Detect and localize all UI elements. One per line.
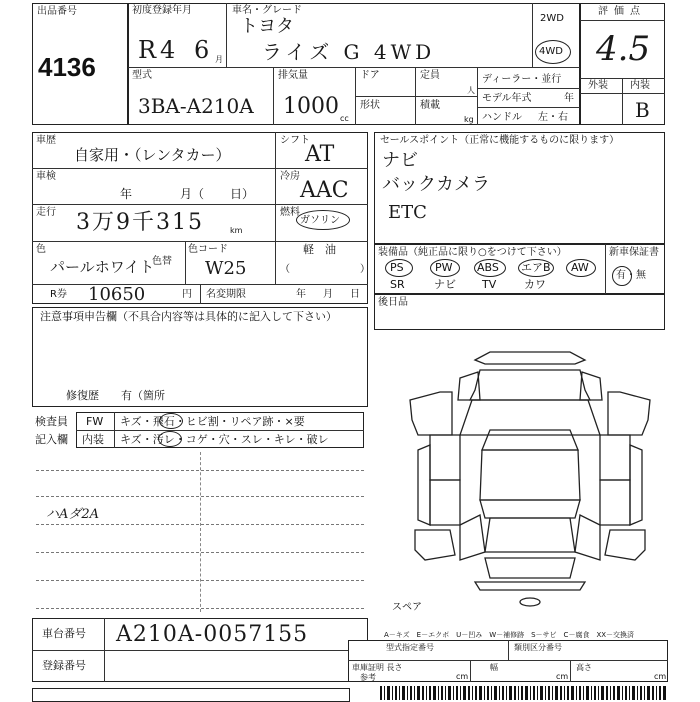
warranty-value: 有・無 [616, 270, 646, 281]
spare-tire-icon [520, 598, 540, 606]
rear-bumper-outline [485, 558, 575, 578]
drive-4wd: 4WD [539, 46, 563, 57]
model-code-value: 3BA-A210A [138, 94, 254, 118]
recycle-month-unit: 月 [323, 289, 333, 300]
sales-point-line-3: ETC [388, 202, 427, 223]
dealer-label: ディーラー・並行 [482, 74, 562, 85]
history-label: 車歴 [36, 135, 56, 146]
width-label: 幅 [490, 663, 498, 672]
drive-2wd: 2WD [540, 13, 564, 24]
doors-label: ドア [360, 70, 380, 81]
displacement-value: 1000 [283, 94, 339, 119]
fw-mark-circle [159, 413, 183, 429]
notes-label: 注意事項申告欄（不具合内容等は具体的に記入して下さい） [40, 310, 337, 323]
car-model: ライズ G 4WD [262, 40, 436, 64]
handle-label: ハンドル [482, 112, 522, 123]
sales-point-line-2: バックカメラ [382, 174, 490, 195]
capacity-unit: 人 [467, 86, 475, 95]
spare-label: スペア [392, 602, 422, 613]
chassis-value: A210A-0057155 [116, 622, 309, 647]
interior-grade: B [635, 98, 650, 122]
inspection-day-unit: 日） [230, 187, 255, 201]
entry-interior-text: キズ・汚レ・コゲ・穴・スレ・キレ・破レ [120, 433, 329, 446]
width-unit: cm [556, 672, 569, 681]
history-value: 自家用・（レンタカー） [74, 146, 231, 164]
interior-label: 内装 [630, 80, 650, 91]
warranty-label: 新車保証書 [609, 247, 659, 258]
inspector-fw-text: キズ・飛石・ヒビ割・リペア跡・×要 [120, 415, 305, 428]
equip-tv: TV [482, 278, 497, 291]
capacity-label: 定員 [420, 70, 440, 81]
color-change-label: 色替 [152, 256, 172, 267]
hood-outline [470, 370, 590, 400]
car-damage-diagram [400, 340, 660, 620]
height-label: 高さ [576, 663, 592, 672]
inspection-year-unit: 年 [120, 187, 133, 201]
mileage-unit: km [230, 226, 243, 235]
recycle-label: R券 [50, 289, 67, 300]
height-unit: cm [654, 672, 667, 681]
fuel-diesel: 軽 油 [303, 243, 336, 256]
handle-value: 左・右 [538, 112, 568, 123]
sales-point-label: セールスポイント（正常に機能するものに限ります） [380, 135, 620, 146]
exterior-label: 外装 [588, 80, 608, 91]
equip-leather: カワ [524, 278, 546, 291]
car-name-label: 車名・グレード [232, 5, 302, 16]
cert-length-label: 車庫証明 長さ [352, 663, 403, 672]
later-items-label: 後日品 [378, 297, 408, 308]
length-unit: cm [456, 672, 469, 681]
mileage-label: 走行 [36, 207, 56, 218]
repair-history: 修復歴 有（箇所 [66, 389, 165, 402]
equip-airbag: エアB [521, 261, 551, 274]
equip-sr: SR [390, 278, 405, 291]
recycle-value: 10650 [88, 284, 146, 305]
ac-label: 冷房 [280, 171, 300, 182]
inspection-label: 車検 [36, 171, 56, 182]
fuel-gas: ガソリン [300, 215, 340, 226]
score-label: 評価点 [598, 6, 646, 17]
later-items-box [374, 294, 665, 330]
inspection-month-unit: 月（ [180, 187, 205, 201]
ref-label: 参考 [360, 673, 376, 682]
color-code-label: 色コード [188, 244, 228, 255]
equip-navi: ナビ [434, 278, 456, 291]
equip-ps: PS [390, 261, 404, 274]
front-bumper-outline [475, 352, 585, 364]
shift-label: シフト [280, 135, 310, 146]
fuel-paren: （ ） [280, 264, 370, 275]
handwritten-note: ハAダ2A [46, 507, 100, 522]
ac-value: AAC [300, 178, 349, 203]
fuel-label: 燃料 [280, 207, 300, 218]
recycle-day-unit: 日 [350, 289, 360, 300]
displacement-unit: cc [340, 114, 349, 123]
model-code-label: 型式 [132, 70, 152, 81]
barcode-icon [380, 686, 670, 700]
model-year-label: モデル年式 [482, 93, 532, 104]
equip-abs: ABS [477, 261, 499, 274]
score-value: 4.5 [596, 29, 651, 69]
equip-pw: PW [435, 261, 453, 274]
equip-aw: AW [571, 261, 589, 274]
inspector-label: 検査員 [35, 415, 68, 428]
car-maker: トヨタ [240, 16, 294, 37]
lot-number: 4136 [38, 52, 96, 82]
mileage-value: 3万9千315 [76, 210, 204, 235]
chassis-label: 車台番号 [42, 627, 86, 640]
color-label: 色 [36, 244, 46, 255]
class-no-label: 類別区分番号 [514, 643, 562, 652]
equipment-label: 装備品（純正品に限り○をつけて下さい） [378, 247, 567, 258]
recycle-unit: 円 [182, 289, 192, 300]
model-year-unit: 年 [564, 93, 574, 104]
sales-point-line-1: ナビ [382, 150, 418, 171]
color-value: パールホワイト [50, 258, 155, 276]
entry-interior: 内装 [82, 433, 104, 446]
shift-value: AT [305, 142, 335, 167]
shape-label: 形状 [360, 100, 380, 111]
load-label: 積載 [420, 100, 440, 111]
damage-legend: A－キズ E－エクボ U－凹み W－補修跡 S－サビ C－腐食 XX－交換済 [384, 631, 635, 639]
first-reg-label: 初度登録年月 [132, 5, 192, 16]
entry-label: 記入欄 [35, 433, 68, 446]
load-unit: kg [464, 115, 474, 124]
inspector-fw: FW [86, 415, 104, 428]
first-reg-month-unit: 月 [215, 55, 223, 64]
interior-mark-circle [158, 431, 182, 447]
displacement-label: 排気量 [278, 70, 308, 81]
first-reg-month: 6 [194, 36, 210, 64]
recycle-year-unit: 年 [296, 289, 306, 300]
lot-label: 出品番号 [37, 6, 77, 17]
color-code-value: W25 [205, 258, 247, 279]
spec-no-label: 型式指定番号 [386, 643, 434, 652]
first-reg-era: R [138, 36, 157, 64]
registration-label: 登録番号 [42, 659, 86, 672]
recycle-deadline-label: 名変期限 [206, 289, 246, 300]
first-reg-year: 4 [160, 36, 176, 64]
